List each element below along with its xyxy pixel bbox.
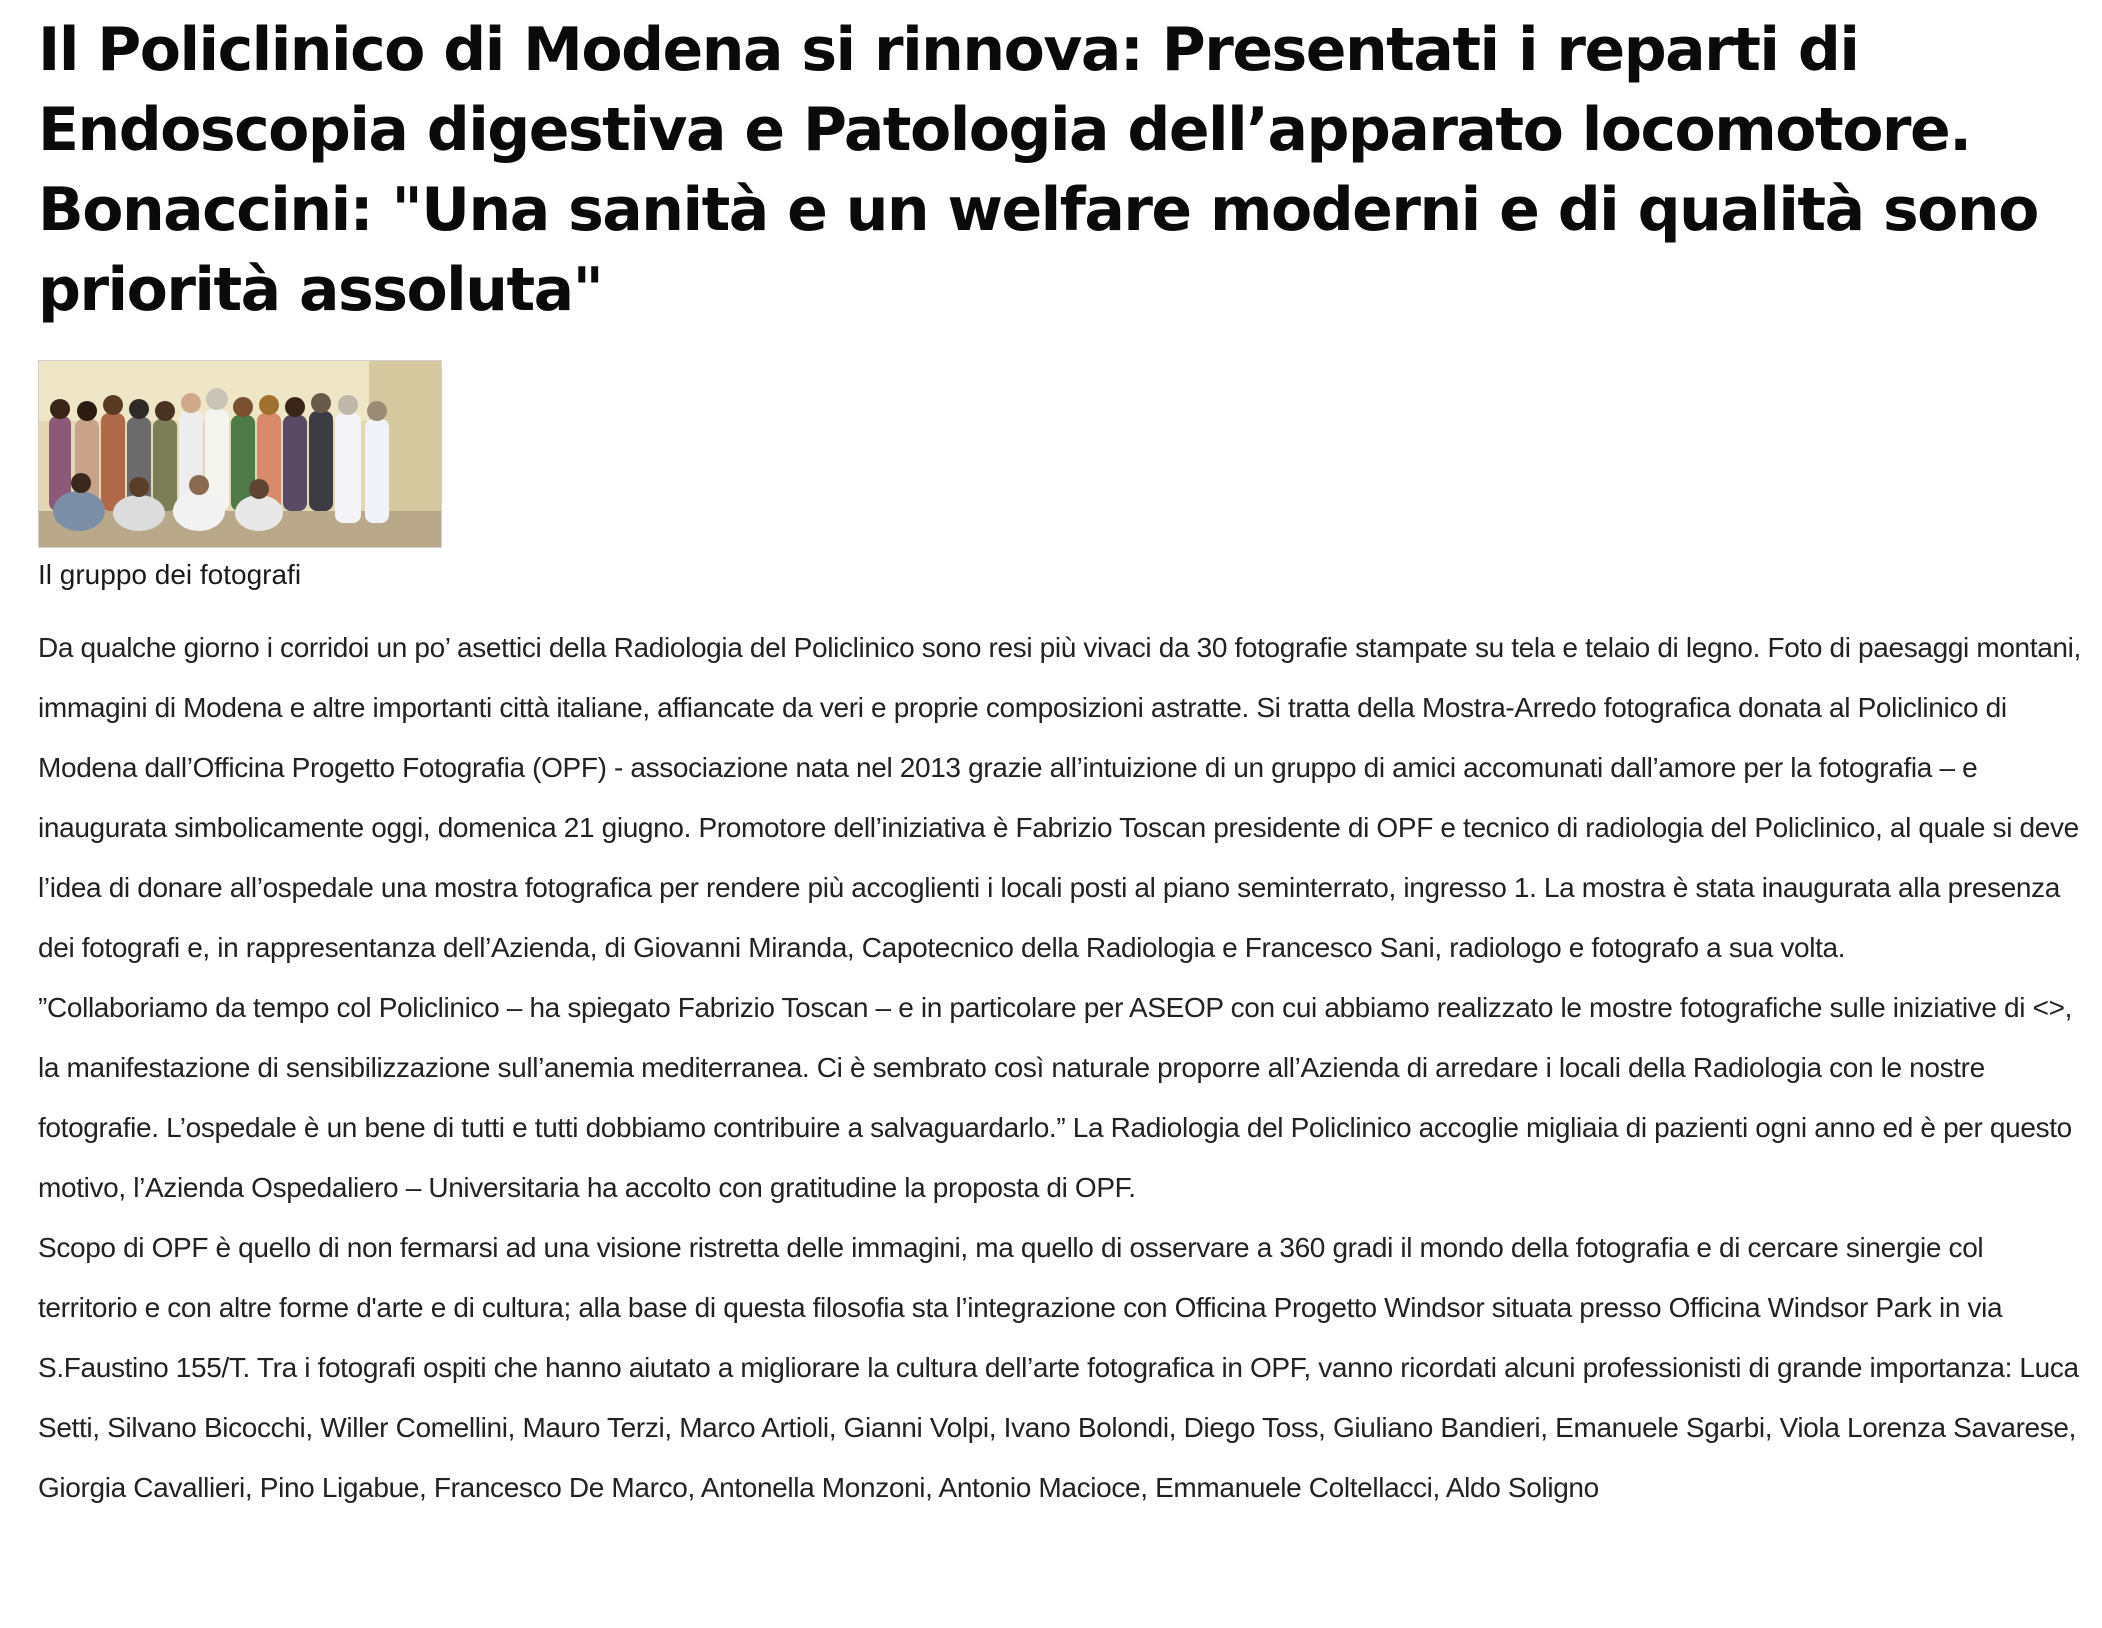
article-paragraph: Scopo di OPF è quello di non fermarsi ad una visione ristretta delle immagini, ma quello di osservare a 360 gradi il mondo della fotografia e di cercare sinergie col territorio e con altre forme d'arte e di cultura; alla base di questa filosofia sta l’integrazione con Officina Progetto Windsor situata presso Officina Windsor Park in via S.Faustino 155/T. Tra i fotografi ospiti che hanno aiutato a migliorare la cultura dell’arte fotografica in OPF, vanno ricordati alcuni professionisti di grande importanza: Luca Setti, Silvano Bicocchi, Willer Comellini, Mauro Terzi, Marco Artioli, Gianni Volpi, Ivano Bolondi, Diego Toss, Giuliano Bandieri, Emanuele Sgarbi, Viola Lorenza Savarese, Giorgia Cavallieri, Pino Ligabue, Francesco De Marco, Antonella Monzoni, Antonio Macioce, Emmanuele Coltellacci, Aldo Soligno: [38, 1232, 2079, 1503]
image-caption: Il gruppo dei fotografi: [38, 559, 302, 590]
article: [38, 10, 2081, 1518]
article-paragraph: Da qualche giorno i corridoi un po’ asettici della Radiologia del Policlinico sono resi più vivaci da 30 fotografie stampate su tela e telaio di legno. Foto di paesaggi montani, immagini di Modena e altre importanti città italiane, affiancate da veri e proprie composizioni astratte. Si tratta della Mostra-Arredo fotografica donata al Policlinico di Modena dall’Officina Progetto Fotografia (OPF) - associazione nata nel 2013 grazie all’intuizione di un gruppo di amici accomunati dall’amore per la fotografia – e inaugurata simbolicamente oggi, domenica 21 giugno. Promotore dell’iniziativa è Fabrizio Toscan presidente di OPF e tecnico di radiologia del Policlinico, al quale si deve l’idea di donare all’ospedale una mostra fotografica per rendere più accoglienti i locali posti al piano seminterrato, ingresso 1. La mostra è stata inaugurata alla presenza dei fotografi e, in rappresentanza dell’Azienda, di Giovanni Miranda, Capotecnico della Radiologia e Francesco Sani, radiologo e fotografo a sua volta.: [38, 632, 2081, 963]
group-photo[interactable]: [38, 360, 442, 548]
article-title: Il Policlinico di Modena si rinnova: Presentati i reparti di Endoscopia digestiva e Patologia dell’apparato locomotore. Bonaccini: "Una sanità e un welfare moderni e di qualità sono priorità assoluta": [38, 15, 2038, 325]
article-body: [38, 618, 2083, 1518]
article-paragraph: ”Collaboriamo da tempo col Policlinico – ha spiegato Fabrizio Toscan – e in particolare per ASEOP con cui abbiamo realizzato le mostre fotografiche sulle iniziative di <>, la manifestazione di sensibilizzazione sull’anemia mediterranea. Ci è sembrato così naturale proporre all’Azienda di arredare i locali della Radiologia con le nostre fotografie. L’ospedale è un bene di tutti e tutti dobbiamo contribuire a salvaguardarlo.” La Radiologia del Policlinico accoglie migliaia di pazienti ogni anno ed è per questo motivo, l’Azienda Ospedaliero – Universitaria ha accolto con gratitudine la proposta di OPF.: [38, 992, 2072, 1203]
article-figure: [38, 360, 2078, 598]
